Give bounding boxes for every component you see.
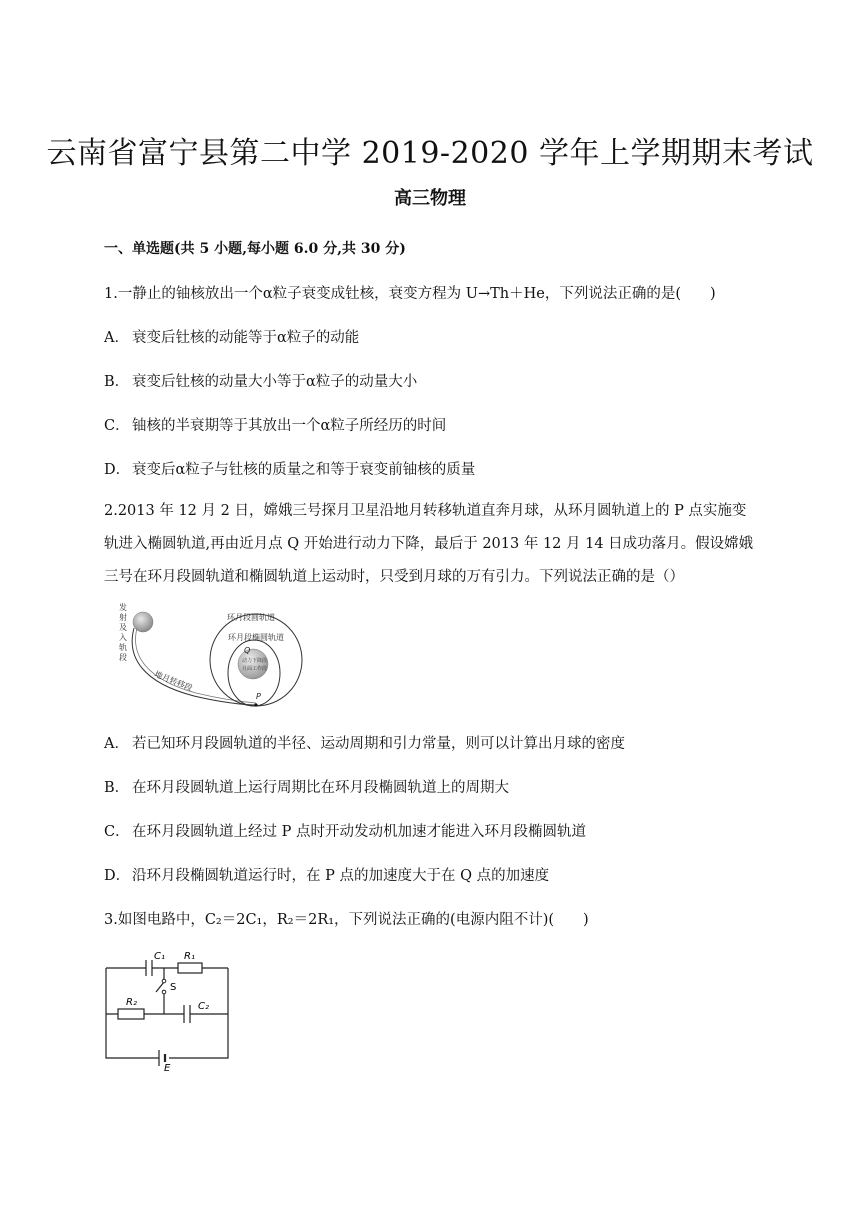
switch-contact [162,990,166,994]
exam-subtitle: 高三物理 [394,188,466,209]
launch-label: 入 [119,633,127,642]
option-text: 沿环月段椭圆轨道运行时，在 P 点的加速度大于在 Q 点的加速度 [132,868,550,884]
launch-label: 及 [119,623,127,632]
orbit-figure [104,598,304,710]
option-letter: A． [104,330,129,346]
label-e: E [164,1063,171,1072]
section-heading: 一、单选题(共 5 小题,每小题 6.0 分,共 30 分) [104,241,406,257]
option-text: 衰变后钍核的动量大小等于α粒子的动量大小 [132,374,418,390]
earth [133,612,153,632]
launch-label: 段 [119,653,127,662]
label-c2: C₂ [198,1001,209,1012]
option-text: 在环月段圆轨道上运行周期比在环月段椭圆轨道上的周期大 [132,780,509,796]
option-text: 衰变后α粒子与钍核的质量之和等于衰变前铀核的质量 [132,462,476,478]
resistor-r2 [118,1009,144,1019]
q2-option-b [104,776,509,797]
point-p-label: P [256,692,261,701]
transfer-label: 地月转移段 [153,669,194,693]
label-r1: R₁ [184,951,195,962]
moon [238,649,268,679]
q1-option-c [104,414,446,435]
q1-option-a [104,326,359,347]
q2-option-d [104,864,549,885]
descent-label: 月面工作段 [242,666,268,672]
launch-label: 轨 [119,643,127,652]
option-text: 在环月段圆轨道上经过 P 点时开动发动机加速才能进入环月段椭圆轨道 [132,824,586,840]
circuit-wire [106,968,228,1058]
option-letter: D． [104,462,131,478]
point-p-dot [254,703,257,706]
resistor-r1 [178,963,202,973]
option-letter: B． [104,374,130,390]
option-letter: C． [104,418,130,434]
question-2-stem: 2.2013 年 12 月 2 日，嫦娥三号探月卫星沿地月转移轨道直奔月球，从环月圆轨道上的 P 点实施变轨进入椭圆轨道,再由近月点 Q 开始进行动力下降，最后于 2013 年 12 月 14 日成功落月。假设嫦娥三号在环月段圆轨道和椭圆轨道上运动时，只受到月球的万有引力。下列说法正确的是（） [104,503,754,585]
option-letter: D． [104,868,131,884]
launch-label: 射 [119,613,127,622]
label-r2: R₂ [126,997,137,1008]
exam-title: 云南省富宁县第二中学 2019-2020 学年上学期期末考试 [46,136,814,171]
point-q-label: Q [244,646,251,655]
launch-label: 发 [119,603,127,612]
option-text: 铀核的半衰期等于其放出一个α粒子所经历的时间 [132,418,447,434]
option-letter: B． [104,780,130,796]
label-c1: C₁ [154,951,165,962]
circuit-figure [104,948,234,1072]
q1-option-d [104,458,475,479]
option-letter: C． [104,824,130,840]
descent-label: 动力下降段 [242,658,268,664]
option-letter: A． [104,736,129,752]
q2-option-a [104,732,625,753]
option-text: 衰变后钍核的动能等于α粒子的动能 [132,330,360,346]
circle-orbit-label: 环月段圆轨道 [227,613,275,622]
label-s: S [170,982,177,993]
question-3-stem: 3.如图电路中，C₂＝2C₁，R₂＝2R₁，下列说法正确的(电源内阻不计)( ) [104,912,589,928]
ellipse-orbit-label: 环月段椭圆轨道 [228,633,284,642]
switch-contact [162,979,166,983]
option-text: 若已知环月段圆轨道的半径、运动周期和引力常量，则可以计算出月球的密度 [132,736,625,752]
question-1-stem: 1.一静止的铀核放出一个α粒子衰变成钍核，衰变方程为 U→Th＋He，下列说法正确的是( ) [104,286,716,302]
q1-option-b [104,370,417,391]
q2-option-c [104,820,586,841]
